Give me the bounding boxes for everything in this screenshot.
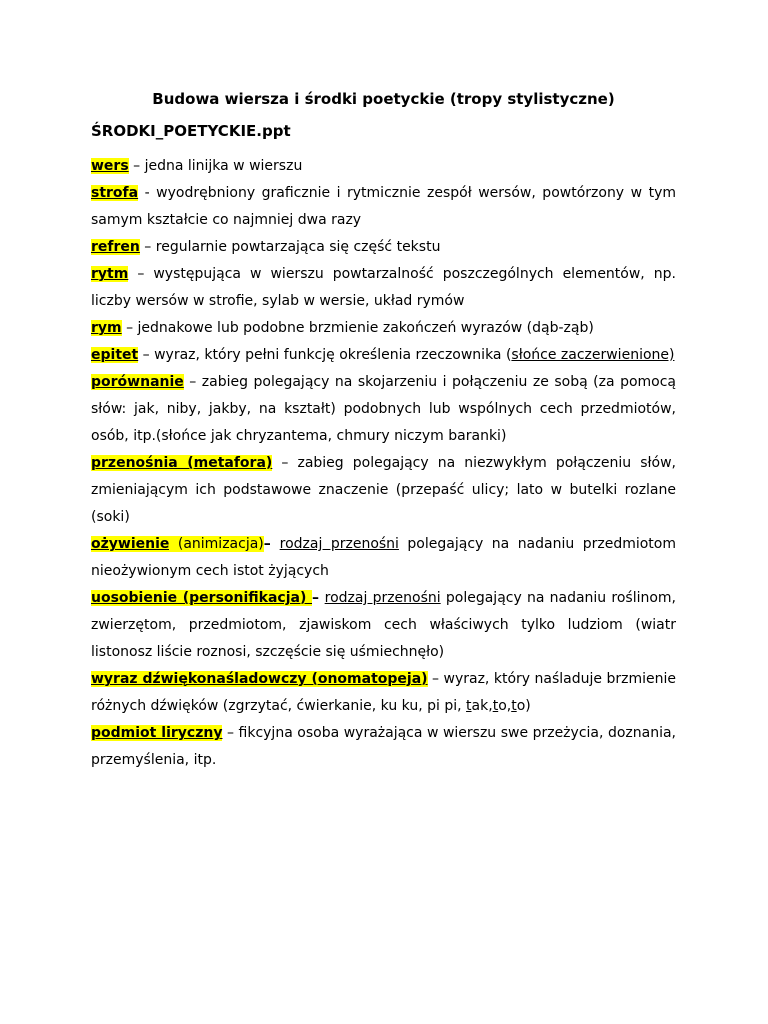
definition-strofa: - wyodrębniony graficznie i rytmicznie zespół wersów, powtórzony w tym samym kształcie co najmniej dwa razy [91, 185, 676, 228]
link-rodzaj-przenosni-1: rodzaj przenośni [279, 536, 399, 552]
definition-wers: – jedna linijka w wierszu [128, 158, 303, 174]
entry-podmiot-liryczny [91, 720, 676, 774]
document-page [91, 88, 676, 774]
tail-part-1: t [466, 698, 472, 714]
term-epitet: epitet [91, 347, 139, 363]
definition-uosobienie: polegający na nadaniu roślinom, zwierzętom, przedmiotom, zjawiskom cech właściwych tylko ludziom (wiatr listonosz liście roznosi, szczęście się uśmiechnęło) [91, 590, 676, 660]
entry-refren [91, 234, 676, 261]
entry-ozywienie [91, 531, 676, 585]
definition-rytm: – występująca w wierszu powtarzalność poszczególnych elementów, np. liczby wersów w strofie, sylab w wersie, układ rymów [91, 266, 676, 309]
definition-rym: – jednakowe lub podobne brzmienie zakończeń wyrazów (dąb-ząb) [121, 320, 594, 336]
entry-uosobienie [91, 585, 676, 666]
term-przenosnia: przenośnia (metafora) [91, 455, 273, 471]
definition-porownanie: – zabieg polegający na skojarzeniu i połączeniu ze sobą (za pomocą słów: jak, niby, jakby, na kształt) podobnych lub wspólnych cech przedmiotów, osób, itp.(słońce jak chryzantema, chmury niczym baranki) [91, 374, 676, 444]
entry-onomatopeja [91, 666, 676, 720]
entry-rytm [91, 261, 676, 315]
term-strofa: strofa [91, 185, 139, 201]
dash-uosobienie: – [312, 590, 325, 606]
tail-part-5: t [511, 698, 517, 714]
dash-ozywienie: – [263, 536, 280, 552]
term-refren: refren [91, 239, 140, 255]
tail-part-6: o) [516, 698, 531, 714]
paren-ozywienie: (animizacja) [169, 536, 264, 552]
term-wers: wers [91, 158, 129, 174]
document-subtitle [91, 120, 676, 142]
example-epitet: słońce zaczerwienione) [511, 347, 675, 363]
tail-part-2: ak, [471, 698, 493, 714]
definition-onomatopeja: – wyraz, który naśladuje brzmienie różnych dźwięków (zgrzytać, ćwierkanie, ku ku, pi pi, [91, 671, 676, 714]
entry-rym [91, 315, 676, 342]
definition-przenosnia: – zabieg polegający na niezwykłym połączeniu słów, zmieniającym ich podstawowe znaczenie (przepaść ulicy; lato w butelki rozlane (soki) [91, 455, 676, 525]
subtitle-filename: ŚRODKI_POETYCKIE. [91, 122, 262, 140]
term-uosobienie: uosobienie (personifikacja) [91, 590, 312, 606]
definition-refren: – regularnie powtarzająca się część tekstu [139, 239, 441, 255]
link-rodzaj-przenosni-2: rodzaj przenośni [324, 590, 441, 606]
tail-part-3: t [492, 698, 499, 714]
entry-wers [91, 153, 676, 180]
tail-part-4: o, [498, 698, 512, 714]
subtitle-extension: ppt [261, 122, 291, 140]
entry-porownanie [91, 369, 676, 450]
term-porownanie: porównanie [91, 374, 184, 390]
entry-strofa [91, 180, 676, 234]
entry-przenosnia [91, 450, 676, 531]
term-onomatopeja: wyraz dźwiękonaśladowczy (onomatopeja) [91, 671, 428, 687]
entry-epitet [91, 342, 676, 369]
term-podmiot-liryczny: podmiot liryczny [91, 725, 223, 741]
definition-podmiot-liryczny: – fikcyjna osoba wyrażająca w wierszu swe przeżycia, doznania, przemyślenia, itp. [91, 725, 676, 768]
document-title: Budowa wiersza i środki poetyckie (tropy stylistyczne) [152, 90, 615, 108]
term-rym: rym [91, 320, 122, 336]
term-ozywienie: ożywienie [91, 536, 170, 552]
definition-epitet: – wyraz, który pełni funkcję określenia rzeczownika ( [138, 347, 512, 363]
term-rytm: rytm [91, 266, 129, 282]
definition-ozywienie: polegający na nadaniu przedmiotom nieożywionym cech istot żyjących [91, 536, 676, 579]
